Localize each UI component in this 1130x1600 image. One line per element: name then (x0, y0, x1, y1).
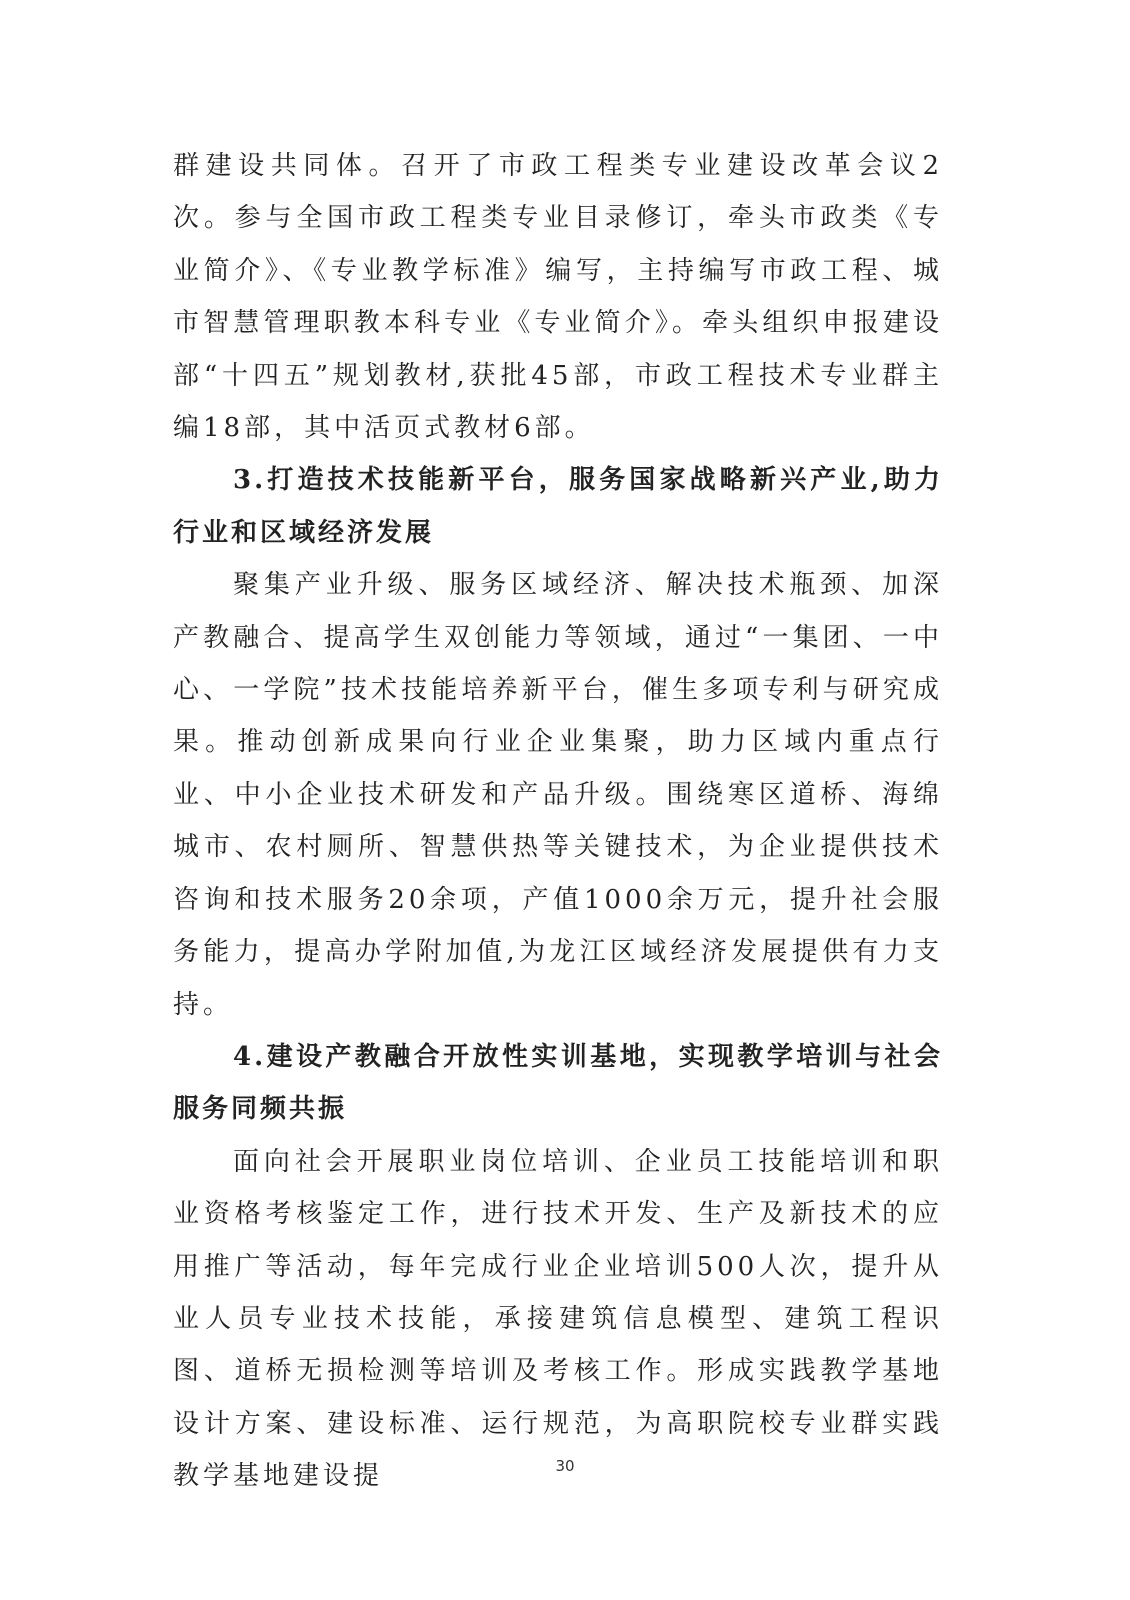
page-number: 30 (555, 1457, 575, 1475)
page-content (173, 140, 943, 1503)
body-paragraph: 群建设共同体。召开了市政工程类专业建设改革会议2次。参与全国市政工程类专业目录修订，牵头市政类《专业简介》、《专业教学标准》编写，主持编写市政工程、城市智慧管理职教本科专业《专业简介》。牵头组织申报建设部“十四五”规划教材,获批45部，市政工程技术专业群主编18部，其中活页式教材6部。 (173, 151, 943, 444)
body-paragraph: 聚集产业升级、服务区域经济、解决技术瓶颈、加深产教融合、提高学生双创能力等领域，通过“一集团、一中心、一学院”技术技能培养新平台，催生多项专利与研究成果。推动创新成果向行业企业集聚，助力区域内重点行业、中小企业技术研发和产品升级。围绕寒区道桥、海绵城市、农村厕所、智慧供热等关键技术，为企业提供技术咨询和技术服务20余项，产值1000余万元，提升社会服务能力，提高办学附加值,为龙江区域经济发展提供有力支持。 (173, 570, 943, 1020)
section-heading: 4.建设产教融合开放性实训基地，实现教学培训与社会服务同频共振 (173, 1041, 943, 1125)
body-paragraph: 面向社会开展职业岗位培训、企业员工技能培训和职业资格考核鉴定工作，进行技术开发、生产及新技术的应用推广等活动，每年完成行业企业培训500人次，提升从业人员专业技术技能，承接建筑信息模型、建筑工程识图、道桥无损检测等培训及考核工作。形成实践教学基地设计方案、建设标准、运行规范，为高职院校专业群实践教学基地建设提 (173, 1146, 943, 1492)
section-heading: 3.打造技术技能新平台，服务国家战略新兴产业,助力行业和区域经济发展 (173, 465, 943, 548)
